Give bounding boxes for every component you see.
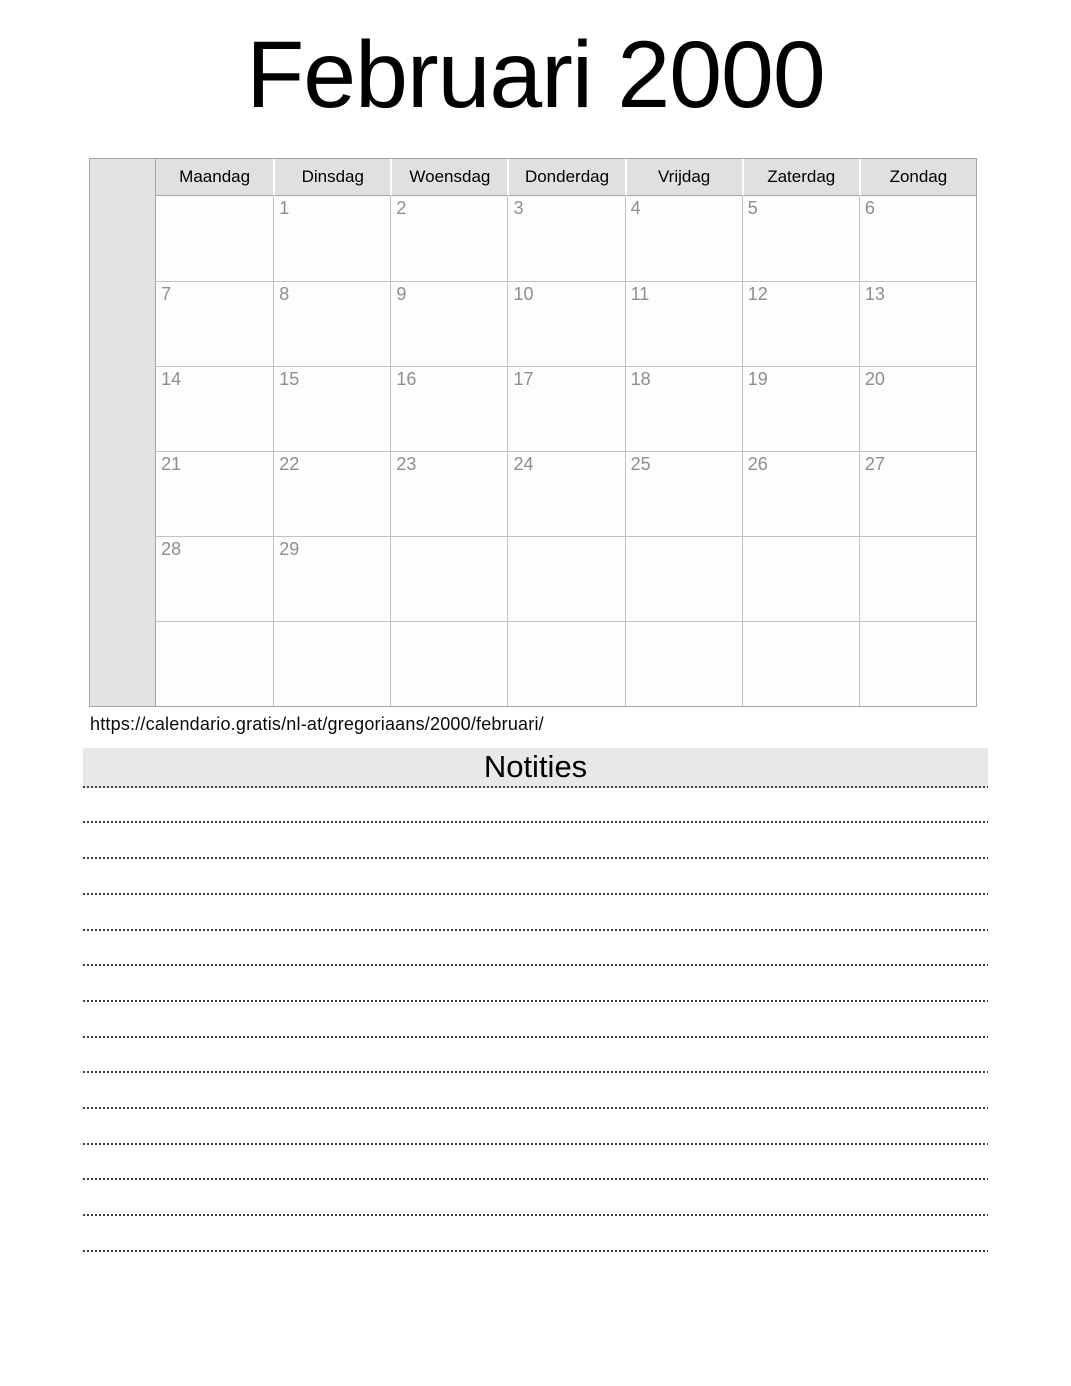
- day-cell: 5: [742, 196, 859, 281]
- day-cell: [507, 536, 624, 621]
- day-cell: [156, 196, 273, 281]
- page-title: Februari 2000: [246, 22, 825, 128]
- day-cell: 15: [273, 366, 390, 451]
- day-cell: 23: [390, 451, 507, 536]
- calendar-week-row: [90, 281, 976, 366]
- calendar-side-column: [90, 159, 156, 706]
- day-cell: 25: [625, 451, 742, 536]
- note-line: [83, 966, 988, 1002]
- notes-header: [83, 748, 988, 788]
- calendar-week-row: [90, 451, 976, 536]
- notes-section: [83, 748, 988, 1252]
- day-cell: [742, 621, 859, 706]
- calendar-week-row: [90, 621, 976, 706]
- day-cell: 21: [156, 451, 273, 536]
- day-cell: 11: [625, 281, 742, 366]
- weekday-header-row: [90, 159, 976, 196]
- weekday-header-wednesday: Woensdag: [390, 159, 507, 196]
- note-line: [83, 788, 988, 824]
- day-cell: 9: [390, 281, 507, 366]
- weekday-header-sunday: Zondag: [859, 159, 976, 196]
- day-cell: 24: [507, 451, 624, 536]
- calendar-table: [89, 158, 977, 707]
- day-cell: 3: [507, 196, 624, 281]
- day-cell: 10: [507, 281, 624, 366]
- day-cell: 17: [507, 366, 624, 451]
- day-cell: 27: [859, 451, 976, 536]
- day-cell: 12: [742, 281, 859, 366]
- day-cell: [507, 621, 624, 706]
- notes-lines: [83, 788, 988, 1252]
- day-cell: 4: [625, 196, 742, 281]
- day-cell: [625, 621, 742, 706]
- day-cell: 29: [273, 536, 390, 621]
- day-cell: [390, 621, 507, 706]
- day-cell: [390, 536, 507, 621]
- weekday-header-friday: Vrijdag: [625, 159, 742, 196]
- note-line: [83, 1145, 988, 1181]
- day-cell: 6: [859, 196, 976, 281]
- note-line: [83, 931, 988, 967]
- day-cell: 2: [390, 196, 507, 281]
- day-cell: 19: [742, 366, 859, 451]
- note-line: [83, 1073, 988, 1109]
- day-cell: 16: [390, 366, 507, 451]
- note-line: [83, 1038, 988, 1074]
- note-line: [83, 1180, 988, 1216]
- day-cell: [859, 621, 976, 706]
- day-cell: 26: [742, 451, 859, 536]
- note-line: [83, 895, 988, 931]
- day-cell: 7: [156, 281, 273, 366]
- weekday-header-saturday: Zaterdag: [742, 159, 859, 196]
- calendar-week-row: [90, 196, 976, 281]
- weekday-header-monday: Maandag: [156, 159, 273, 196]
- day-cell: [156, 621, 273, 706]
- weekday-header-thursday: Donderdag: [507, 159, 624, 196]
- calendar-week-row: [90, 536, 976, 621]
- day-cell: [859, 536, 976, 621]
- note-line: [83, 1216, 988, 1252]
- day-cell: 18: [625, 366, 742, 451]
- note-line: [83, 1109, 988, 1145]
- day-cell: 28: [156, 536, 273, 621]
- day-cell: 13: [859, 281, 976, 366]
- note-line: [83, 823, 988, 859]
- weekday-header-tuesday: Dinsdag: [273, 159, 390, 196]
- calendar-week-row: [90, 366, 976, 451]
- day-cell: [625, 536, 742, 621]
- day-cell: [273, 621, 390, 706]
- day-cell: 14: [156, 366, 273, 451]
- note-line: [83, 1002, 988, 1038]
- day-cell: 1: [273, 196, 390, 281]
- day-cell: 22: [273, 451, 390, 536]
- note-line: [83, 859, 988, 895]
- notes-title: Notities: [483, 748, 588, 784]
- calendar: [89, 158, 1071, 707]
- day-cell: 8: [273, 281, 390, 366]
- day-cell: 20: [859, 366, 976, 451]
- source-url: https://calendario.gratis/nl-at/gregoriaans/2000/februari/: [90, 713, 544, 734]
- day-cell: [742, 536, 859, 621]
